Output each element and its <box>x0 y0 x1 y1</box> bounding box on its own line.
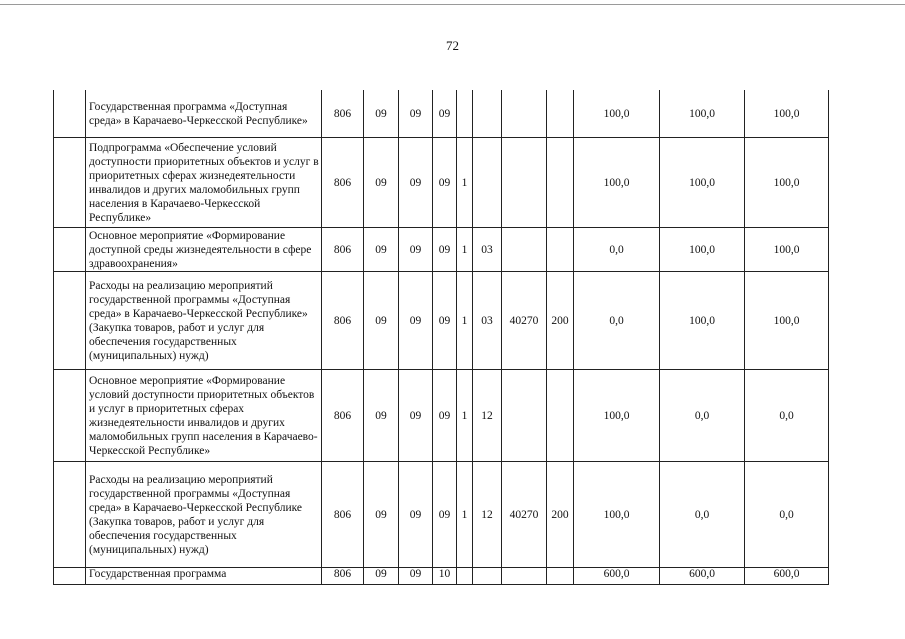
cell-year1: 0,0 <box>574 272 660 370</box>
cell-cs1: 09 <box>433 228 457 272</box>
cell-vr <box>547 138 574 228</box>
cell-ved: 806 <box>322 91 364 138</box>
cell-cs4 <box>502 370 547 462</box>
cell-vr: 200 <box>547 272 574 370</box>
cell-ved: 806 <box>322 272 364 370</box>
table-row <box>54 228 829 272</box>
row-name: Основное мероприятие «Формирование условий доступности приоритетных объектов и услуг в приоритетных сферах жизнедеятельности инвалидов и других маломобильных групп населения в Карачаево-Черкесской Республике» <box>86 370 322 462</box>
cell-cs3: 03 <box>473 272 502 370</box>
table-row <box>54 272 829 370</box>
row-gutter <box>54 272 86 370</box>
cell-rz: 09 <box>364 462 399 568</box>
cell-cs4 <box>502 568 547 585</box>
cell-cs1: 09 <box>433 462 457 568</box>
cell-year1: 100,0 <box>574 138 660 228</box>
cell-pr: 09 <box>399 138 433 228</box>
table-row <box>54 138 829 228</box>
cell-year1: 100,0 <box>574 462 660 568</box>
cell-year1: 600,0 <box>574 568 660 585</box>
cell-cs2: 1 <box>457 228 473 272</box>
row-name: Подпрограмма «Обеспечение условий доступности приоритетных объектов и услуг в приоритетных сферах жизнедеятельности инвалидов и других маломобильных групп населения в Карачаево-Черкесской Республике» <box>86 138 322 228</box>
row-gutter <box>54 462 86 568</box>
row-gutter <box>54 568 86 585</box>
cell-rz: 09 <box>364 91 399 138</box>
cell-year2: 100,0 <box>660 138 745 228</box>
cell-year3: 0,0 <box>745 462 829 568</box>
row-name: Расходы на реализацию мероприятий государственной программы «Доступная среда» в Карачаево-Черкесской Республике (Закупка товаров, работ и услуг для обеспечения государственных (муниципальных) нужд) <box>86 462 322 568</box>
cell-cs3 <box>473 568 502 585</box>
row-gutter <box>54 228 86 272</box>
row-name: Основное мероприятие «Формирование доступной среды жизнедеятельности в сфере здравоохранения» <box>86 228 322 272</box>
row-name: Государственная программа «Доступная среда» в Карачаево-Черкесской Республике» <box>86 91 322 138</box>
cell-cs2: 1 <box>457 138 473 228</box>
cell-ved: 806 <box>322 568 364 585</box>
cell-year1: 0,0 <box>574 228 660 272</box>
cell-cs4 <box>502 138 547 228</box>
cell-cs1: 09 <box>433 370 457 462</box>
cell-cs1: 09 <box>433 272 457 370</box>
table-body <box>54 91 829 585</box>
cell-year2: 600,0 <box>660 568 745 585</box>
cell-pr: 09 <box>399 370 433 462</box>
cell-cs3: 12 <box>473 370 502 462</box>
cell-vr: 200 <box>547 462 574 568</box>
table-row <box>54 462 829 568</box>
row-name: Расходы на реализацию мероприятий государственной программы «Доступная среда» в Карачаево-Черкесской Республике» (Закупка товаров, работ и услуг для обеспечения государственных (муниципальных) нужд) <box>86 272 322 370</box>
cell-vr <box>547 568 574 585</box>
cell-pr: 09 <box>399 91 433 138</box>
cell-year3: 600,0 <box>745 568 829 585</box>
cell-vr <box>547 370 574 462</box>
cell-pr: 09 <box>399 568 433 585</box>
cell-rz: 09 <box>364 138 399 228</box>
cell-rz: 09 <box>364 370 399 462</box>
cell-cs1: 09 <box>433 138 457 228</box>
cell-cs4: 40270 <box>502 462 547 568</box>
cell-year2: 0,0 <box>660 370 745 462</box>
top-rule <box>0 4 905 5</box>
cell-cs2 <box>457 568 473 585</box>
cell-ved: 806 <box>322 370 364 462</box>
row-gutter <box>54 138 86 228</box>
cell-cs3: 03 <box>473 228 502 272</box>
budget-table <box>53 90 829 585</box>
cell-year2: 0,0 <box>660 462 745 568</box>
row-name: Государственная программа <box>86 568 322 585</box>
cell-ved: 806 <box>322 228 364 272</box>
row-gutter <box>54 91 86 138</box>
cell-cs2: 1 <box>457 272 473 370</box>
cell-rz: 09 <box>364 272 399 370</box>
cell-cs1: 09 <box>433 91 457 138</box>
cell-cs4 <box>502 228 547 272</box>
cell-vr <box>547 228 574 272</box>
cell-cs2: 1 <box>457 462 473 568</box>
cell-year2: 100,0 <box>660 91 745 138</box>
cell-cs3: 12 <box>473 462 502 568</box>
cell-year3: 100,0 <box>745 272 829 370</box>
row-gutter <box>54 370 86 462</box>
page-number: 72 <box>446 38 459 53</box>
cell-year1: 100,0 <box>574 370 660 462</box>
cell-cs2: 1 <box>457 370 473 462</box>
cell-cs1: 10 <box>433 568 457 585</box>
cell-year3: 100,0 <box>745 138 829 228</box>
cell-rz: 09 <box>364 568 399 585</box>
cell-cs4 <box>502 91 547 138</box>
cell-ved: 806 <box>322 462 364 568</box>
cell-cs4: 40270 <box>502 272 547 370</box>
cell-rz: 09 <box>364 228 399 272</box>
cell-year3: 100,0 <box>745 228 829 272</box>
table-row <box>54 370 829 462</box>
table-row <box>54 91 829 138</box>
cell-pr: 09 <box>399 272 433 370</box>
cell-cs3 <box>473 91 502 138</box>
cell-pr: 09 <box>399 462 433 568</box>
cell-cs2 <box>457 91 473 138</box>
cell-year3: 0,0 <box>745 370 829 462</box>
cell-year1: 100,0 <box>574 91 660 138</box>
cell-vr <box>547 91 574 138</box>
cell-year2: 100,0 <box>660 228 745 272</box>
cell-year2: 100,0 <box>660 272 745 370</box>
table-row <box>54 568 829 585</box>
cell-pr: 09 <box>399 228 433 272</box>
cell-ved: 806 <box>322 138 364 228</box>
cell-year3: 100,0 <box>745 91 829 138</box>
cell-cs3 <box>473 138 502 228</box>
